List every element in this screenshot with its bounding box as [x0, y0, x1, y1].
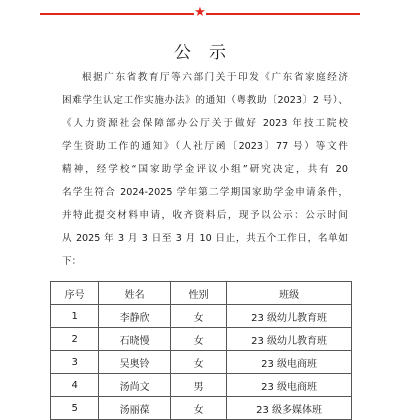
- notice-line: 并特此提交材料申请，收齐资料后，现予以公示：公示时间: [62, 210, 348, 221]
- notice-line: 从 2025 年 3 月 3 日至 3 月 10 日止，共五个工作日，名单如: [62, 233, 348, 244]
- cell-gender: 女: [171, 397, 227, 420]
- cell-no: 1: [51, 305, 99, 328]
- column-header-no: 序号: [51, 282, 99, 305]
- cell-name: 汤尚文: [99, 374, 171, 397]
- cell-no: 2: [51, 328, 99, 351]
- table-row: [51, 397, 352, 420]
- cell-class: 23 级幼儿教育班: [227, 305, 352, 328]
- cell-gender: 女: [171, 328, 227, 351]
- cell-name: 石晓慢: [99, 328, 171, 351]
- table-header-row: [51, 282, 352, 305]
- cell-name: 吴奥铃: [99, 351, 171, 374]
- table-row: [51, 374, 352, 397]
- student-list-table: [50, 281, 352, 420]
- notice-line: 学生资助工作的通知》（人社厅函〔2023〕77 号）等文件: [62, 141, 348, 152]
- notice-line: 根据广东省教育厅等六部门关于印发《广东省家庭经济: [82, 72, 348, 83]
- cell-name: 汤丽葆: [99, 397, 171, 420]
- notice-line: 下：: [62, 256, 82, 267]
- column-header-name: 姓名: [99, 282, 171, 305]
- cell-no: 4: [51, 374, 99, 397]
- notice-line: 《人力资源社会保障部办公厅关于做好 2023 年技工院校: [62, 118, 348, 129]
- column-header-gender: 性别: [171, 282, 227, 305]
- table-row: [51, 351, 352, 374]
- cell-name: 李静欣: [99, 305, 171, 328]
- cell-gender: 女: [171, 305, 227, 328]
- table-row: [51, 328, 352, 351]
- table-row: [51, 305, 352, 328]
- star-icon: ★: [194, 5, 206, 20]
- column-header-class: 班级: [227, 282, 352, 305]
- notice-line: 精神，经学校“国家助学金评议小组”研究决定，共有 20: [62, 164, 348, 175]
- cell-gender: 女: [171, 351, 227, 374]
- cell-no: 5: [51, 397, 99, 420]
- cell-class: 23 级幼儿教育班: [227, 328, 352, 351]
- cell-gender: 男: [171, 374, 227, 397]
- notice-body: [62, 66, 348, 273]
- notice-line: 名学生符合 2024-2025 学年第二学期国家助学金申请条件，: [62, 187, 348, 198]
- cell-class: 23 级电商班: [227, 374, 352, 397]
- page-title: 公示: [174, 43, 244, 63]
- cell-class: 23 级电商班: [227, 351, 352, 374]
- notice-line: 困难学生认定工作实施办法》的通知（粤教助〔2023〕2 号）、: [62, 95, 348, 106]
- cell-no: 3: [51, 351, 99, 374]
- cell-class: 23 级多媒体班: [227, 397, 352, 420]
